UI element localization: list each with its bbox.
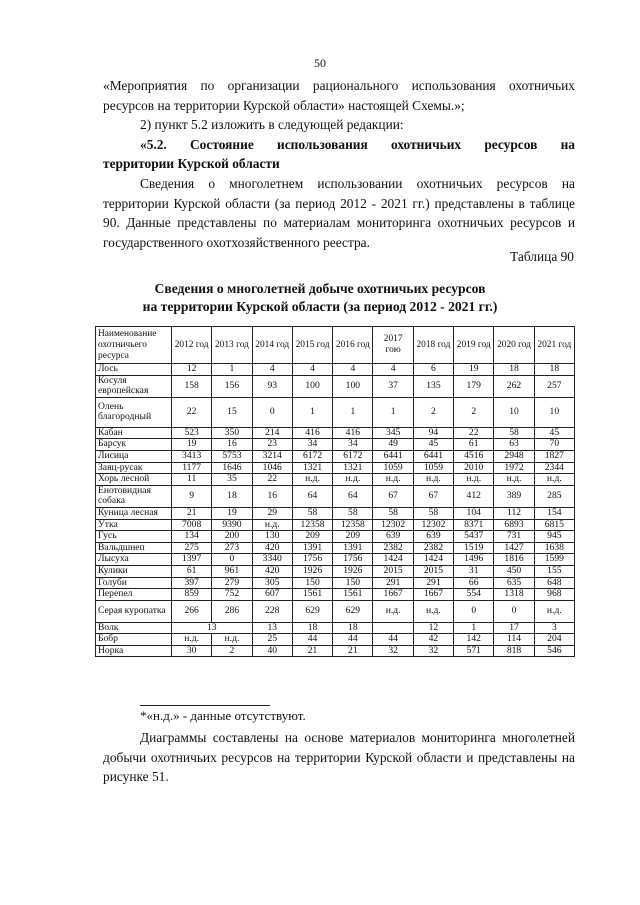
table-cell: 6893 — [494, 519, 534, 531]
table-cell: 1756 — [292, 554, 332, 566]
table-cell: 45 — [534, 427, 574, 439]
table-cell: 1561 — [292, 589, 332, 601]
table-title — [0, 280, 640, 316]
table-cell: 629 — [333, 600, 373, 622]
table-row — [96, 364, 575, 376]
table-cell: 1561 — [333, 589, 373, 601]
table-cell: 18 — [534, 364, 574, 376]
table-cell: 32 — [373, 645, 413, 657]
table-cell: 5753 — [212, 450, 252, 462]
table-cell: 156 — [212, 375, 252, 397]
table-cell: 305 — [252, 577, 292, 589]
table-cell: 22 — [172, 397, 212, 427]
table-cell: 12302 — [373, 519, 413, 531]
table-cell: 2015 — [373, 565, 413, 577]
table-cell: 4 — [373, 364, 413, 376]
table-cell: 961 — [212, 565, 252, 577]
table-cell: 12302 — [413, 519, 453, 531]
table-cell: 44 — [333, 634, 373, 646]
row-species-name: Утка — [96, 519, 172, 531]
table-cell: 420 — [252, 542, 292, 554]
table-cell: 1177 — [172, 462, 212, 474]
row-species-name: Куница лесная — [96, 507, 172, 519]
table-cell: 416 — [292, 427, 332, 439]
table-cell: н.д. — [252, 519, 292, 531]
table-cell: 2382 — [373, 542, 413, 554]
table-cell: 44 — [373, 634, 413, 646]
table-cell: 94 — [413, 427, 453, 439]
table-cell: 23 — [252, 439, 292, 451]
table-cell: 2344 — [534, 462, 574, 474]
column-header-year: 2021 год — [534, 327, 574, 364]
table-cell: 416 — [333, 427, 373, 439]
row-species-name: Волк — [96, 622, 172, 634]
row-species-name: Норка — [96, 645, 172, 657]
table-cell: 389 — [494, 485, 534, 507]
table-cell: 3214 — [252, 450, 292, 462]
table-row — [96, 600, 575, 622]
table-row — [96, 507, 575, 519]
table-cell: 1519 — [454, 542, 494, 554]
table-cell: 1 — [292, 397, 332, 427]
table-cell: 523 — [172, 427, 212, 439]
table-cell: 12358 — [292, 519, 332, 531]
table-cell: 6172 — [292, 450, 332, 462]
table-cell: 1972 — [494, 462, 534, 474]
table-cell: 142 — [454, 634, 494, 646]
table-cell: 968 — [534, 589, 574, 601]
table-cell: 155 — [534, 565, 574, 577]
table-label: Таблица 90 — [510, 249, 574, 264]
table-cell: н.д. — [373, 600, 413, 622]
table-cell: 7008 — [172, 519, 212, 531]
table-cell: 17 — [494, 622, 534, 634]
table-cell: н.д. — [534, 600, 574, 622]
table-row — [96, 375, 575, 397]
table-cell: 286 — [212, 600, 252, 622]
row-species-name: Вальдшнеп — [96, 542, 172, 554]
row-species-name: Кабан — [96, 427, 172, 439]
table-cell: 16 — [252, 485, 292, 507]
table-cell: 1059 — [413, 462, 453, 474]
table-cell: н.д. — [454, 474, 494, 486]
table-cell: 1 — [373, 397, 413, 427]
table-cell: 37 — [373, 375, 413, 397]
column-header-year: 2013 год — [212, 327, 252, 364]
row-species-name: Хорь лесной — [96, 474, 172, 486]
table-cell: 635 — [494, 577, 534, 589]
table-cell: 21 — [292, 645, 332, 657]
column-header-year: 2019 год — [454, 327, 494, 364]
table-cell: 345 — [373, 427, 413, 439]
table-cell: 1 — [454, 622, 494, 634]
table-cell: 3 — [534, 622, 574, 634]
table-row — [96, 450, 575, 462]
table-cell: 8371 — [454, 519, 494, 531]
table-cell: 420 — [252, 565, 292, 577]
table-cell: 10 — [534, 397, 574, 427]
table-cell: 214 — [252, 427, 292, 439]
table-row — [96, 519, 575, 531]
row-species-name: Голуби — [96, 577, 172, 589]
table-cell: 209 — [333, 531, 373, 543]
table-cell: 1 — [333, 397, 373, 427]
table-cell: 12 — [413, 622, 453, 634]
table-cell: 114 — [494, 634, 534, 646]
table-cell: 150 — [292, 577, 332, 589]
table-cell: н.д. — [494, 474, 534, 486]
table-cell: 100 — [333, 375, 373, 397]
table-cell: 21 — [333, 645, 373, 657]
table-row — [96, 577, 575, 589]
paragraph-item-2: 2) пункт 5.2 изложить в следующей редакции: — [140, 117, 404, 133]
table-cell: 100 — [292, 375, 332, 397]
table-cell: 1816 — [494, 554, 534, 566]
table-cell: 61 — [454, 439, 494, 451]
table-cell: 29 — [252, 507, 292, 519]
table-cell: 275 — [172, 542, 212, 554]
footnote: *«н.д.» - данные отсутствуют. — [140, 708, 306, 723]
table-cell: н.д. — [534, 474, 574, 486]
table-cell: 10 — [494, 397, 534, 427]
row-species-name: Лысуха — [96, 554, 172, 566]
table-cell: 648 — [534, 577, 574, 589]
table-cell: 35 — [212, 474, 252, 486]
table-cell: 6441 — [373, 450, 413, 462]
column-header-year: 2020 год — [494, 327, 534, 364]
table-cell: 279 — [212, 577, 252, 589]
table-cell: 945 — [534, 531, 574, 543]
table-cell: 2015 — [413, 565, 453, 577]
table-cell: 4 — [333, 364, 373, 376]
table-cell: 1827 — [534, 450, 574, 462]
table-cell: 262 — [494, 375, 534, 397]
table-cell: 1667 — [373, 589, 413, 601]
table-cell: 64 — [333, 485, 373, 507]
table-cell: 179 — [454, 375, 494, 397]
table-cell: 639 — [413, 531, 453, 543]
table-cell: 629 — [292, 600, 332, 622]
table-cell: н.д. — [292, 474, 332, 486]
table-cell: 22 — [252, 474, 292, 486]
table-cell: 58 — [373, 507, 413, 519]
row-species-name: Серая куропатка — [96, 600, 172, 622]
table-cell: 6 — [413, 364, 453, 376]
footnote-separator — [140, 705, 270, 706]
table-cell: 154 — [534, 507, 574, 519]
table-cell: 19 — [454, 364, 494, 376]
table-cell: 12 — [172, 364, 212, 376]
table-cell: 45 — [413, 439, 453, 451]
table-cell: 135 — [413, 375, 453, 397]
table-cell: 209 — [292, 531, 332, 543]
table-cell: 266 — [172, 600, 212, 622]
table-cell: 818 — [494, 645, 534, 657]
table-cell: 1667 — [413, 589, 453, 601]
table-cell: 1321 — [292, 462, 332, 474]
column-header-year: 2015 год — [292, 327, 332, 364]
table-cell: 134 — [172, 531, 212, 543]
row-species-name: Бобр — [96, 634, 172, 646]
table-cell: 1318 — [494, 589, 534, 601]
table-cell: 450 — [494, 565, 534, 577]
row-species-name: Лось — [96, 364, 172, 376]
table-row — [96, 622, 575, 634]
row-species-name: Кулики — [96, 565, 172, 577]
table-cell: 257 — [534, 375, 574, 397]
table-cell: 18 — [292, 622, 332, 634]
table-cell: 1397 — [172, 554, 212, 566]
table-cell: 30 — [172, 645, 212, 657]
table-cell: 64 — [292, 485, 332, 507]
table-cell: 49 — [373, 439, 413, 451]
table-cell: 19 — [172, 439, 212, 451]
row-species-name: Олень благородный — [96, 397, 172, 427]
table-cell: 228 — [252, 600, 292, 622]
table-cell: 22 — [454, 427, 494, 439]
table-cell: 158 — [172, 375, 212, 397]
table-cell: 1 — [212, 364, 252, 376]
table-cell: 150 — [333, 577, 373, 589]
table-row — [96, 474, 575, 486]
harvest-table — [95, 326, 575, 657]
table-cell: 607 — [252, 589, 292, 601]
table-cell: 571 — [454, 645, 494, 657]
table-row — [96, 542, 575, 554]
section-heading-cont: территории Курской области — [103, 156, 280, 172]
table-cell: н.д. — [333, 474, 373, 486]
closing-text: Диаграммы составлены на основе материалов мониторинга многолетней добычи охотничьих ресурсов на территории Курской области и представлены на рисунке 51. — [103, 730, 575, 785]
row-species-name: Лисица — [96, 450, 172, 462]
table-cell: 16 — [212, 439, 252, 451]
table-cell: 291 — [413, 577, 453, 589]
column-header-year: 2012 год — [172, 327, 212, 364]
table-cell: 66 — [454, 577, 494, 589]
table-cell: 1496 — [454, 554, 494, 566]
table-cell: 291 — [373, 577, 413, 589]
table-cell: 2 — [454, 397, 494, 427]
table-cell: 273 — [212, 542, 252, 554]
table-cell: 9 — [172, 485, 212, 507]
table-cell: 1638 — [534, 542, 574, 554]
table-cell: 63 — [494, 439, 534, 451]
table-row — [96, 565, 575, 577]
table-row — [96, 634, 575, 646]
table-cell: н.д. — [413, 600, 453, 622]
row-species-name: Барсук — [96, 439, 172, 451]
table-cell: 2 — [212, 645, 252, 657]
table-cell: 12358 — [333, 519, 373, 531]
table-cell: 1926 — [292, 565, 332, 577]
table-cell: 1424 — [373, 554, 413, 566]
page-number: 50 — [314, 56, 326, 70]
paragraph-intro: «Мероприятия по организации рационального использования охотничьих ресурсов на территории Курской области» настоящей Схемы.»; — [103, 78, 575, 113]
table-title-line2: на территории Курской области (за период 2012 - 2021 гг.) — [142, 299, 498, 314]
table-row — [96, 554, 575, 566]
table-cell: 3413 — [172, 450, 212, 462]
paragraph-description: Сведения о многолетнем использовании охотничьих ресурсов на территории Курской области (за период 2012 - 2021 гг.) представлены в таблице 90. Данные представлены по материалам мониторинга охотничьих ресурсов и государственного охотхозяйственного реестра. — [103, 175, 575, 250]
table-cell: 3340 — [252, 554, 292, 566]
table-cell: 4 — [292, 364, 332, 376]
table-cell: 1424 — [413, 554, 453, 566]
table-cell: 11 — [172, 474, 212, 486]
table-cell: 2382 — [413, 542, 453, 554]
table-cell: 6441 — [413, 450, 453, 462]
table-cell: 1046 — [252, 462, 292, 474]
table-cell: 6172 — [333, 450, 373, 462]
table-cell: 200 — [212, 531, 252, 543]
table-cell: 31 — [454, 565, 494, 577]
table-cell: 13 — [252, 622, 292, 634]
table-cell: 130 — [252, 531, 292, 543]
table-cell: 9390 — [212, 519, 252, 531]
table-cell: 1599 — [534, 554, 574, 566]
table-cell: 6815 — [534, 519, 574, 531]
table-row — [96, 427, 575, 439]
table-cell: 350 — [212, 427, 252, 439]
row-species-name: Гусь — [96, 531, 172, 543]
table-cell: 67 — [373, 485, 413, 507]
table-cell: 70 — [534, 439, 574, 451]
table-cell: 58 — [292, 507, 332, 519]
row-species-name: Перепел — [96, 589, 172, 601]
table-row — [96, 485, 575, 507]
table-cell: 1756 — [333, 554, 373, 566]
table-cell: 752 — [212, 589, 252, 601]
table-cell: н.д. — [413, 474, 453, 486]
table-cell: 859 — [172, 589, 212, 601]
row-species-name: Заяц-русак — [96, 462, 172, 474]
table-cell: 546 — [534, 645, 574, 657]
table-cell: н.д. — [373, 474, 413, 486]
column-header-year: 2014 год — [252, 327, 292, 364]
table-cell: 104 — [454, 507, 494, 519]
table-cell: 42 — [413, 634, 453, 646]
table-cell: 0 — [252, 397, 292, 427]
table-cell — [373, 622, 413, 634]
table-cell: 112 — [494, 507, 534, 519]
table-cell: 93 — [252, 375, 292, 397]
column-header-year: 2016 год — [333, 327, 373, 364]
table-cell: 412 — [454, 485, 494, 507]
table-cell: 1427 — [494, 542, 534, 554]
table-cell: 285 — [534, 485, 574, 507]
table-cell: 19 — [212, 507, 252, 519]
table-cell: 21 — [172, 507, 212, 519]
body-text — [103, 76, 575, 252]
table-cell: 0 — [494, 600, 534, 622]
table-cell: 731 — [494, 531, 534, 543]
table-cell: 1926 — [333, 565, 373, 577]
table-cell: 204 — [534, 634, 574, 646]
row-species-name: Косуля европейская — [96, 375, 172, 397]
table-cell: 2 — [413, 397, 453, 427]
table-cell: 34 — [333, 439, 373, 451]
table-header-row — [96, 327, 575, 364]
table-title-line1: Сведения о многолетней добыче охотничьих ресурсов — [154, 281, 486, 296]
closing-paragraph — [103, 728, 575, 787]
table-row — [96, 462, 575, 474]
table-cell: 397 — [172, 577, 212, 589]
column-header-year: 2018 год — [413, 327, 453, 364]
table-cell: 61 — [172, 565, 212, 577]
table-cell: 0 — [212, 554, 252, 566]
table-cell: 4516 — [454, 450, 494, 462]
table-cell: 1321 — [333, 462, 373, 474]
table-cell: 18 — [333, 622, 373, 634]
table-cell: 40 — [252, 645, 292, 657]
column-header-name: Наименование охотничьего ресурса — [96, 327, 172, 364]
table-cell: 34 — [292, 439, 332, 451]
column-header-year: 2017 гою — [373, 327, 413, 364]
table-row — [96, 589, 575, 601]
table-cell-merged: 13 — [172, 622, 253, 634]
table-cell: 67 — [413, 485, 453, 507]
table-cell: 58 — [333, 507, 373, 519]
table-cell: 32 — [413, 645, 453, 657]
row-species-name: Енотовидная собака — [96, 485, 172, 507]
section-heading: «5.2. Состояние использования охотничьих ресурсов на — [140, 136, 575, 152]
table-cell: 2010 — [454, 462, 494, 474]
table-cell: 1646 — [212, 462, 252, 474]
table-cell: 58 — [413, 507, 453, 519]
table-cell: 639 — [373, 531, 413, 543]
table-row — [96, 439, 575, 451]
table-cell: 1391 — [292, 542, 332, 554]
table-cell: 1391 — [333, 542, 373, 554]
table-cell: 4 — [252, 364, 292, 376]
table-row — [96, 645, 575, 657]
table-cell: 5437 — [454, 531, 494, 543]
table-row — [96, 397, 575, 427]
table-row — [96, 531, 575, 543]
table-cell: 15 — [212, 397, 252, 427]
table-cell: 1059 — [373, 462, 413, 474]
table-cell: н.д. — [172, 634, 212, 646]
table-cell: н.д. — [212, 634, 252, 646]
table-cell: 18 — [494, 364, 534, 376]
table-cell: 58 — [494, 427, 534, 439]
table-cell: 44 — [292, 634, 332, 646]
table-cell: 18 — [212, 485, 252, 507]
table-cell: 554 — [454, 589, 494, 601]
table-cell: 0 — [454, 600, 494, 622]
table-cell: 25 — [252, 634, 292, 646]
table-cell: 2948 — [494, 450, 534, 462]
